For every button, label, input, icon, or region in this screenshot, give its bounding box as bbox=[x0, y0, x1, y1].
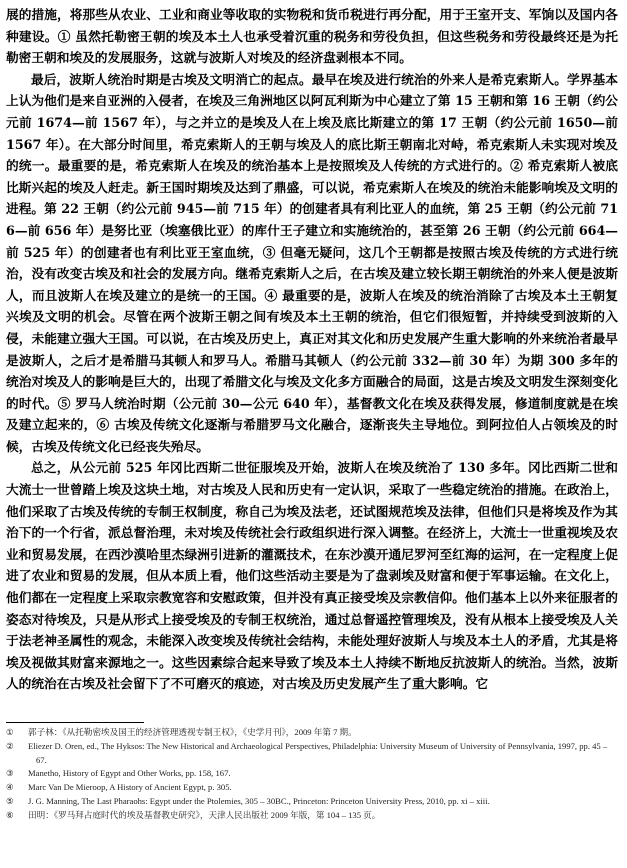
footnote bbox=[6, 795, 618, 809]
footnote bbox=[6, 726, 618, 740]
footnote bbox=[6, 809, 618, 823]
footnote bbox=[6, 740, 618, 768]
footnote-text: 郭子林：《从托勒密埃及国王的经济管理透视专制王权》，《史学月刊》，2009 年第 7 期。 bbox=[28, 727, 357, 737]
footnote-mark: ④ bbox=[6, 782, 14, 793]
body-text bbox=[6, 4, 618, 695]
footnote-text: J. G. Manning, The Last Pharaohs: Egypt under the Ptolemies, 305 – 30BC., Princeton: Princeton University Press, 2010, pp. xi – xiii. bbox=[28, 795, 490, 806]
footnote bbox=[6, 767, 618, 781]
footnote-text: Eliezer D. Oren, ed., The Hyksos: The New Historical and Archaeological Perspectives, Philadelphia: University Museum of University of Pennsylvania, 1997, pp. 45 – 67. bbox=[28, 740, 608, 765]
footnote-mark: ⑥ bbox=[6, 809, 14, 820]
paragraph: 总之，从公元前 525 年冈比西斯二世征服埃及开始，波斯人在埃及统治了 130 多年。冈比西斯二世和大流士一世曾踏上埃及这块土地，对古埃及人民和历史有一定认识，采取了一些稳定统治的措施。在政治上，他们采取了古埃及传统的专制王权制度，称自己为埃及法老，还试图规范埃及法律，但他们只是将埃及作为其治下的一个行省，派总督治理，未对埃及传统社会行政组织进行深入调整。在经济上，大流士一世重视埃及农业和贸易发展，在西沙漠哈里杰绿洲引进新的灌溉技术，在东沙漠开通尼罗河至红海的运河，在一定程度上促进了农业和贸易的发展，但从本质上看，他们这些活动主要是为了盘剥埃及财富和便于军事运输。在文化上，他们都在一定程度上采取宗教宽容和安慰政策，但并没有真正接受埃及宗教信仰。他们基本上以外来征服者的姿态对待埃及，只是从形式上接受埃及的专制王权统治，通过总督遥控管理埃及，没有从根本上接受埃及人关于法老神圣属性的观念，未能深入改变埃及传统社会结构，未能处理好波斯人与埃及本土人的矛盾，尤其是将埃及视做其财富来源地之一。这些因素综合起来导致了埃及本土人持续不断地反抗波斯人的统治。当然，波斯人的统治在古埃及社会留下了不可磨灭的痕迹，对古埃及历史发展产生了重大影响。它 bbox=[6, 460, 618, 692]
footnote-divider bbox=[6, 722, 144, 723]
footnote-mark: ⑤ bbox=[6, 795, 14, 806]
footnote bbox=[6, 781, 618, 795]
paragraph: 展的措施，将那些从农业、工业和商业等收取的实物税和货币税进行再分配，用于王室开支、军饷以及国内各种建设。① 虽然托勒密王朝的埃及本土人也承受着沉重的税务和劳役负担，但这些税务和劳役最终还是为托勒密王朝和埃及的发展服务，这就与波斯人对埃及的经济盘剥根本不同。 bbox=[6, 7, 618, 66]
paragraph: 最后，波斯人统治时期是古埃及文明消亡的起点。最早在埃及进行统治的外来人是希克索斯人。学界基本上认为他们是来自亚洲的入侵者，在埃及三角洲地区以阿瓦利斯为中心建立了第 15 王朝和第 16 王朝（约公元前 1674—前 1567 年），与之并立的是埃及人在上埃及底比斯建立的第 17 王朝（约公元前 1650—前 1567 年）。在大部分时间里，希克索斯人的王朝与埃及人的底比斯王朝南北对峙，希克索斯人未实现对埃及的统一。最重要的是，希克索斯人在埃及的统治基本上是按照埃及人传统的方式进行的。② 希克索斯人被底比斯兴起的埃及人赶走。新王国时期埃及达到了鼎盛，可以说，希克索斯人在埃及的统治未能影响埃及文明的进程。第 22 王朝（约公元前 945—前 715 年）的创建者具有利比亚人的血统，第 25 王朝（约公元前 716—前 656 年）是努比亚（埃塞俄比亚）的库什王子建立和实施统治的，甚至第 26 王朝（约公元前 664—前 525 年）的创建者也有利比亚王室血统，③ 但毫无疑问，这几个王朝都是按照古埃及传统的方式进行统治，没有改变古埃及和社会的发展方向。继希克索斯人之后，在古埃及建立较长期王朝统治的外来人便是波斯人，而且波斯人在埃及建立的是统一的王国。④ 最重要的是，波斯人在埃及的统治消除了古埃及本土王朝复兴埃及文明的机会。尽管在两个波斯王朝之间有埃及本土王朝的统治，但它们很短暂，并持续受到波斯的入侵，未能建立强大王国。可以说，在古埃及历史上，真正对其文化和历史发展产生重大影响的外来统治者最早是波斯人，之后才是希腊马其顿人和罗马人。希腊马其顿人（约公元前 332—前 30 年）为期 300 多年的统治对埃及人的影响是巨大的，出现了希腊文化与埃及文化多方面融合的局面，这是古埃及文明发生深刻变化的时代。⑤ 罗马人统治时期（公元前 30—公元 640 年），基督教文化在埃及获得发展，修道制度就是在埃及建立起来的，⑥ 古埃及传统文化逐渐与希腊罗马文化融合，逐渐丧失主导地位。到阿拉伯人占领埃及的时候，古埃及传统文化已经丧失殆尽。 bbox=[6, 71, 618, 454]
footnote-text: Marc Van De Mieroop, A History of Ancient Egypt, p. 305. bbox=[28, 782, 232, 793]
footnote-mark: ② bbox=[6, 740, 14, 751]
footnote-mark: ③ bbox=[6, 768, 14, 779]
footnotes bbox=[6, 726, 618, 823]
footnote-mark: ① bbox=[6, 727, 14, 737]
footnote-text: Manetho, History of Egypt and Other Works, pp. 158, 167. bbox=[28, 768, 231, 779]
footnote-text: 田明：《罗马拜占庭时代的埃及基督教史研究》，天津人民出版社 2009 年版，第 104 – 135 页。 bbox=[28, 809, 381, 820]
